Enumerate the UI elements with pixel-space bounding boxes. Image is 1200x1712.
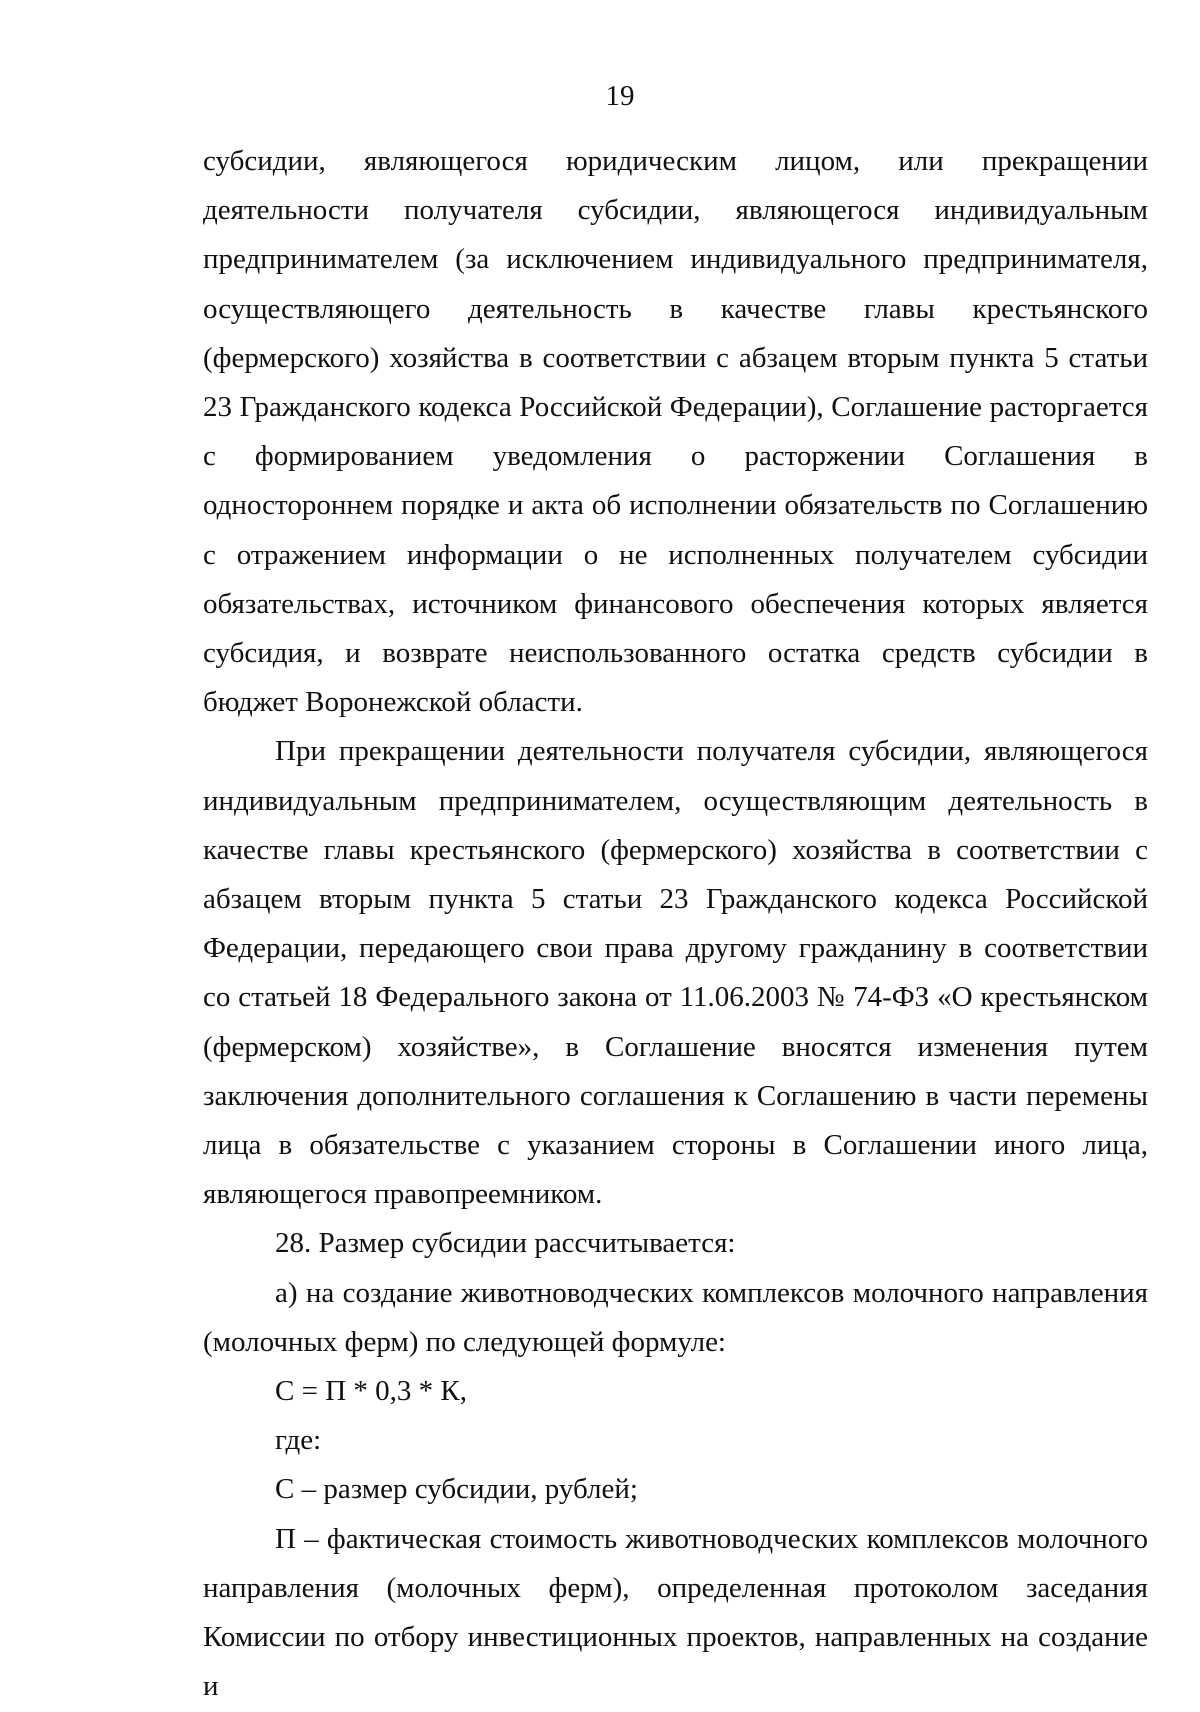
definition-p: П – фактическая стоимость животноводческих комплексов молочного направления (молочных ферм), определенная протоколом заседания Комиссии по отбору инвестиционных проектов, направленных на создание и xyxy=(203,1522,1148,1703)
document-body xyxy=(203,137,1148,1712)
paragraph-continuation: субсидии, являющегося юридическим лицом, или прекращении деятельности получателя субсидии, являющегося индивидуальным предпринимателем (за исключением индивидуального предпринимателя, осуществляющего деятельность в качестве главы крестьянского (фермерского) хозяйства в соответствии с абзацем вторым пункта 5 статьи 23 Гражданского кодекса Российской Федерации), Соглашение расторгается с формированием уведомления о расторжении Соглашения в одностороннем порядке и акта об исполнении обязательств по Соглашению с отражением информации о не исполненных получателем субсидии обязательствах, источником финансового обеспечения которых является субсидия, и возврате неиспользованного остатка средств субсидии в бюджет Воронежской области. xyxy=(203,145,1148,719)
paragraph-farm-succession: При прекращении деятельности получателя субсидии, являющегося индивидуальным предпринимателем, осуществляющим деятельность в качестве главы крестьянского (фермерского) хозяйства в соответствии с абзацем вторым пункта 5 статьи 23 Гражданского кодекса Российской Федерации, передающего свои права другому гражданину в соответствии со статьей 18 Федерального закона от 11.06.2003 № 74-ФЗ «О крестьянском (фермерском) хозяйстве», в Соглашение вносятся изменения путем заключения дополнительного соглашения к Соглашению в части перемены лица в обязательстве с указанием стороны в Соглашении иного лица, являющегося правопреемником. xyxy=(203,735,1148,1211)
paragraph-where: где: xyxy=(275,1424,322,1457)
page-number: 19 xyxy=(605,80,635,112)
definition-c: С – размер субсидии, рублей; xyxy=(275,1473,638,1506)
paragraph-item-28: 28. Размер субсидии рассчитывается: xyxy=(275,1227,736,1260)
formula: С = П * 0,3 * К, xyxy=(275,1375,467,1408)
paragraph-subitem-a: а) на создание животноводческих комплексов молочного направления (молочных ферм) по следующей формуле: xyxy=(203,1276,1148,1358)
